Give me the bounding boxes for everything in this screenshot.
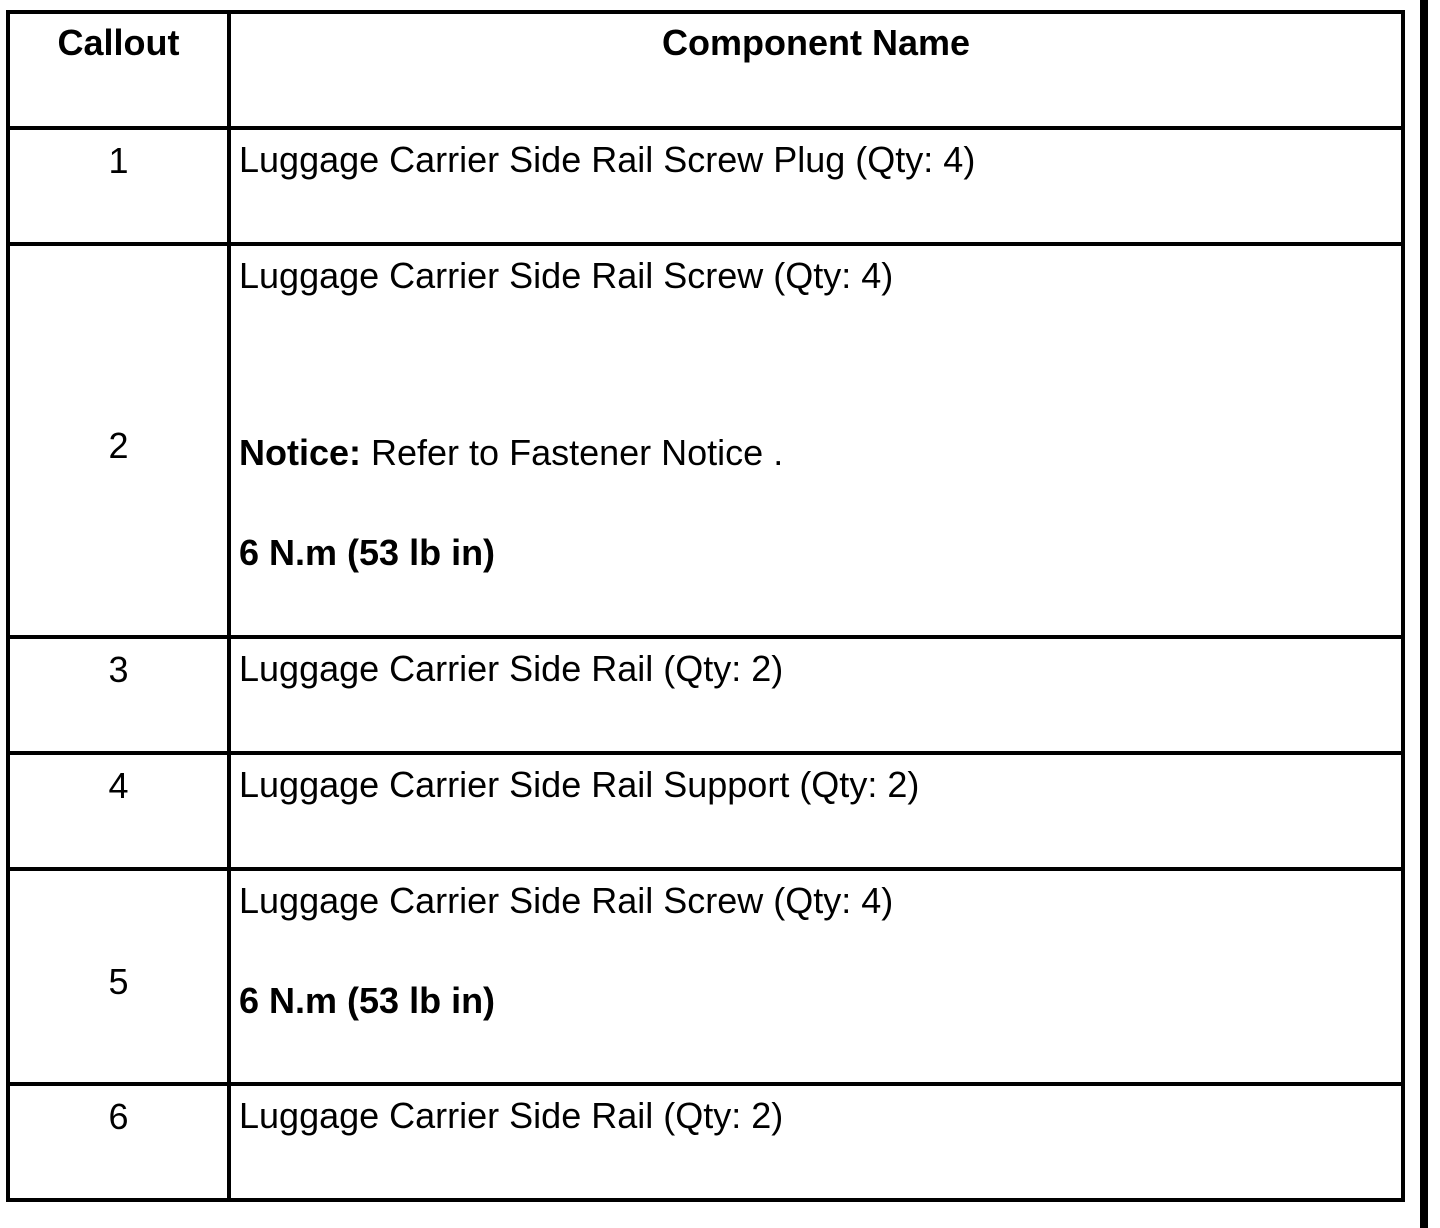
- callout-header: Callout: [8, 12, 229, 128]
- torque-spec: 6 N.m (53 lb in): [239, 532, 496, 573]
- component-name-header: Component Name: [229, 12, 1403, 128]
- callout-cell: 3: [8, 637, 229, 753]
- table-header-row: [8, 12, 1403, 128]
- component-name-cell: [229, 244, 1403, 637]
- notice-text: Refer to Fastener Notice .: [361, 432, 784, 473]
- component-name-cell: [229, 753, 1403, 869]
- component-name: Luggage Carrier Side Rail Screw (Qty: 4): [239, 880, 894, 921]
- component-table: [6, 10, 1405, 1202]
- table-row: [8, 244, 1403, 637]
- callout-cell: 5: [8, 869, 229, 1084]
- table-row: [8, 128, 1403, 244]
- table-row: [8, 753, 1403, 869]
- table-row: [8, 637, 1403, 753]
- component-name: Luggage Carrier Side Rail (Qty: 2): [239, 1095, 784, 1136]
- component-name-cell: [229, 637, 1403, 753]
- torque-spec: 6 N.m (53 lb in): [239, 980, 496, 1021]
- callout-cell: 6: [8, 1084, 229, 1200]
- component-name: Luggage Carrier Side Rail (Qty: 2): [239, 648, 784, 689]
- component-name-cell: [229, 1084, 1403, 1200]
- page-edge-bar: [1420, 0, 1428, 1228]
- component-name: Luggage Carrier Side Rail Support (Qty: 2): [239, 764, 920, 805]
- callout-cell: 4: [8, 753, 229, 869]
- table-row: [8, 1084, 1403, 1200]
- component-name: Luggage Carrier Side Rail Screw Plug (Qty: 4): [239, 139, 976, 180]
- notice-label: Notice:: [239, 432, 362, 473]
- callout-cell: 1: [8, 128, 229, 244]
- component-name: Luggage Carrier Side Rail Screw (Qty: 4): [239, 255, 894, 296]
- table-row: [8, 869, 1403, 1084]
- component-name-cell: [229, 128, 1403, 244]
- component-name-cell: [229, 869, 1403, 1084]
- notice-line: [239, 433, 1401, 473]
- callout-cell: 2: [8, 244, 229, 637]
